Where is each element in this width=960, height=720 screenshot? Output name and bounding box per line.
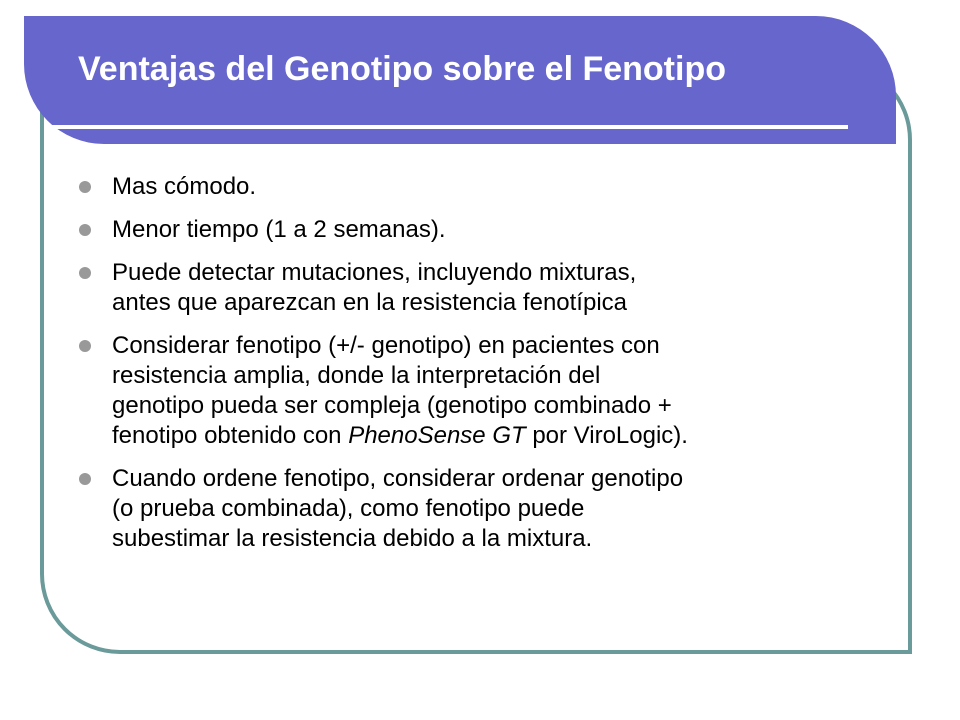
bullet-text: por ViroLogic). xyxy=(525,422,688,449)
bullet-line: resistencia amplia, donde la interpretación del xyxy=(112,362,601,389)
bullet-line: subestimar la resistencia debido a la mixtura. xyxy=(112,525,593,552)
bullet-line: Mas cómodo. xyxy=(112,173,257,200)
bullet-dot-icon xyxy=(79,181,91,193)
bullet-line: genotipo pueda ser compleja (genotipo combinado + xyxy=(112,392,672,419)
bullet-line: Considerar fenotipo (+/- genotipo) en pacientes con xyxy=(112,332,660,359)
bullet-line xyxy=(112,421,878,451)
bullet-line: Puede detectar mutaciones, incluyendo mixturas, xyxy=(112,259,637,286)
bullet-list xyxy=(78,172,878,567)
bullet-dot-icon xyxy=(79,224,91,236)
bullet-item xyxy=(78,331,878,451)
title-underline xyxy=(44,125,848,129)
bullet-line: Menor tiempo (1 a 2 semanas). xyxy=(112,216,446,243)
bullet-item xyxy=(78,215,878,245)
bullet-item xyxy=(78,258,878,318)
bullet-dot-icon xyxy=(79,340,91,352)
bullet-line: antes que aparezcan en la resistencia fenotípica xyxy=(112,289,628,316)
bullet-item xyxy=(78,464,878,554)
product-name: PhenoSense GT xyxy=(348,422,526,449)
slide-title: Ventajas del Genotipo sobre el Fenotipo xyxy=(78,50,726,88)
bullet-line: Cuando ordene fenotipo, considerar ordenar genotipo xyxy=(112,465,684,492)
bullet-item xyxy=(78,172,878,202)
bullet-line: (o prueba combinada), como fenotipo puede xyxy=(112,495,585,522)
bullet-text: fenotipo obtenido con xyxy=(112,422,349,449)
bullet-dot-icon xyxy=(79,267,91,279)
bullet-dot-icon xyxy=(79,473,91,485)
